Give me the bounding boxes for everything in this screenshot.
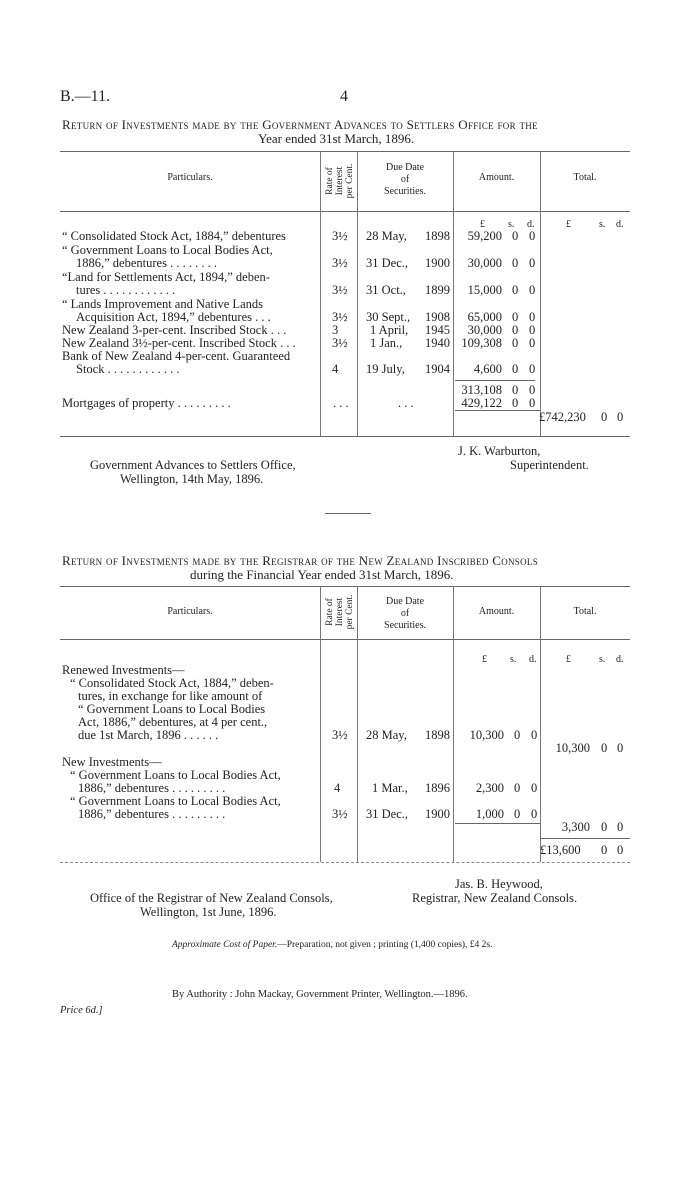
table2-header-total: Total.	[573, 606, 597, 617]
table1-mortgages-pence: 0	[529, 396, 536, 410]
table1-mortgages-pounds: 429,122	[461, 396, 502, 410]
table1-unit-pence: d.	[527, 219, 535, 230]
table1-row-particulars: “ Government Loans to Local Bodies Act,	[62, 243, 273, 257]
table2-header-due: Due Date of Securities.	[384, 596, 426, 631]
table1-mortgages-rate: . . .	[333, 396, 349, 410]
table1-row-rate: 3	[332, 323, 339, 337]
table1-row-rate: 4	[332, 362, 339, 376]
table2-new-row-due-day: 1 Mar.,	[372, 781, 408, 795]
table1-row-particulars: “ Lands Improvement and Native Lands	[62, 297, 263, 311]
table1-row-due-day: 31 Dec.,	[366, 256, 408, 270]
table1-total-unit-pound: £	[566, 219, 571, 230]
table1-row-shillings: 0	[512, 362, 519, 376]
table2-new-heading: New Investments—	[62, 755, 162, 769]
table2-renewed-rate: 3½	[332, 728, 348, 742]
table2-new-row-due-year: 1896	[425, 781, 450, 795]
table2-new-row-shillings: 0	[514, 807, 521, 821]
table2-title-line2: during the Financial Year ended 31st March, 1896.	[190, 567, 454, 582]
table2-office-line2: Wellington, 1st June, 1896.	[140, 905, 277, 919]
table1-row-pounds: 59,200	[467, 229, 502, 243]
table1-row-due-year: 1945	[425, 323, 450, 337]
table1-office-line2: Wellington, 14th May, 1896.	[120, 472, 264, 486]
price-label: Price 6d.]	[60, 1005, 103, 1016]
table1-row-due-year: 1899	[425, 283, 450, 297]
table1-row-particulars: “Land for Settlements Act, 1894,” deben-	[62, 270, 270, 284]
table2-renewed-due-day: 28 May,	[366, 728, 407, 742]
table1-row-pence: 0	[529, 229, 536, 243]
table1-total-unit-pence: d.	[616, 219, 624, 230]
table2-header-rule	[60, 639, 630, 640]
page-reference: B.—11.	[60, 88, 111, 105]
table2-new-row-line: 1886,” debentures . . . . . . . . .	[78, 781, 226, 795]
table2-new-row-shillings: 0	[514, 781, 521, 795]
table1-row-due-day: 19 July,	[366, 362, 405, 376]
table2-new-row-due-day: 31 Dec.,	[366, 807, 408, 821]
table1-row-rate: 3½	[332, 256, 348, 270]
table2-grand-total-pounds: £13,600	[540, 843, 581, 857]
table1-grand-total-pence: 0	[617, 410, 624, 424]
table2-title-line1: Return of Investments made by the Registrar of the New Zealand Inscribed Consols	[62, 553, 539, 568]
table1-row-pence: 0	[529, 256, 536, 270]
table1-unit-shilling: s.	[508, 219, 515, 230]
table2-renewed-pence: 0	[531, 728, 538, 742]
table1-row-particulars: “ Consolidated Stock Act, 1884,” debentures	[62, 229, 286, 243]
table1-row-rate: 3½	[332, 229, 348, 243]
table1-row-due-year: 1904	[425, 362, 450, 376]
table1-row-shillings: 0	[512, 336, 519, 350]
table1-divider	[320, 151, 321, 436]
table2-divider	[320, 586, 321, 862]
table1-header-total: Total.	[573, 172, 597, 183]
table1-row-pence: 0	[529, 310, 536, 324]
table2-new-row-line: 1886,” debentures . . . . . . . . .	[78, 807, 226, 821]
table1-row-particulars: New Zealand 3-per-cent. Inscribed Stock . . .	[62, 323, 287, 337]
table2-unit-pound: £	[482, 654, 487, 665]
cost-of-paper-note	[172, 940, 493, 950]
table1-row-due-day: 1 April,	[370, 323, 409, 337]
table1-row-particulars-cont: 1886,” debentures . . . . . . . .	[76, 256, 217, 270]
table1-subtotal-pence: 0	[529, 383, 536, 397]
table2-new-row-pence: 0	[531, 807, 538, 821]
table2-renewed-total-pence: 0	[617, 741, 624, 755]
table1-row-rate: 3½	[332, 310, 348, 324]
table2-new-row-line: “ Government Loans to Local Bodies Act,	[70, 768, 281, 782]
table1-subtotal-rule	[455, 380, 535, 381]
cost-of-paper-text: —Preparation, not given ; printing (1,400 copies), £4 2s.	[277, 940, 493, 950]
table2-header-rate: Rate of Interest per Cent.	[325, 594, 355, 630]
table1-header-particulars: Particulars.	[167, 172, 213, 183]
table1-bottom-rule	[60, 436, 630, 437]
table1-row-due-day: 1 Jan.,	[370, 336, 403, 350]
table2-total-unit-shilling: s.	[599, 654, 606, 665]
table1-row-pounds: 30,000	[467, 323, 502, 337]
table1-top-rule	[60, 151, 630, 152]
table1-header-due: Due Date of Securities.	[384, 162, 426, 197]
table1-title-line1: Return of Investments made by the Government Advances to Settlers Office for the	[62, 117, 538, 132]
table1-title-line2: Year ended 31st March, 1896.	[258, 131, 415, 146]
table1-signature-name: J. K. Warburton,	[458, 444, 541, 458]
table1-row-particulars-cont: tures . . . . . . . . . . . .	[76, 283, 176, 297]
section-separator	[325, 513, 371, 514]
table2-new-total-shillings: 0	[601, 820, 608, 834]
table2-renewed-total-shillings: 0	[601, 741, 608, 755]
table2-renewed-line: tures, in exchange for like amount of	[78, 689, 263, 703]
table1-subtotal-shillings: 0	[512, 383, 519, 397]
table2-new-subtotal-rule	[455, 823, 540, 824]
table1-row-shillings: 0	[512, 283, 519, 297]
table1-row-pounds: 109,308	[461, 336, 502, 350]
table1-unit-pound: £	[480, 219, 485, 230]
table2-new-row-rate: 4	[334, 781, 341, 795]
table1-row-pence: 0	[529, 362, 536, 376]
table1-row-shillings: 0	[512, 310, 519, 324]
table2-renewed-due-year: 1898	[425, 728, 450, 742]
table2-header-particulars: Particulars.	[167, 606, 213, 617]
table2-renewed-line: due 1st March, 1896 . . . . . .	[78, 728, 219, 742]
cost-of-paper-label: Approximate Cost of Paper.	[172, 940, 278, 950]
table1-row-shillings: 0	[512, 323, 519, 337]
table2-new-row-line: “ Government Loans to Local Bodies Act,	[70, 794, 281, 808]
table1-row-particulars-cont: Acquisition Act, 1894,” debentures . . .	[76, 310, 271, 324]
table1-row-due-day: 30 Sept.,	[366, 310, 411, 324]
table2-new-total-pence: 0	[617, 820, 624, 834]
table2-new-row-pounds: 1,000	[475, 807, 504, 821]
table2-new-row-pounds: 2,300	[475, 781, 504, 795]
table2-unit-pence: d.	[529, 654, 537, 665]
table1-total-unit-shilling: s.	[599, 219, 606, 230]
table2-top-rule	[60, 586, 630, 587]
table2-total-unit-pence: d.	[616, 654, 624, 665]
table1-signature-title: Superintendent.	[510, 458, 589, 472]
table1-row-shillings: 0	[512, 256, 519, 270]
table1-mortgages-shillings: 0	[512, 396, 519, 410]
table2-renewed-line: “ Consolidated Stock Act, 1884,” deben-	[70, 676, 274, 690]
table1-row-due-day: 28 May,	[366, 229, 407, 243]
table1-grand-total-shillings: 0	[601, 410, 608, 424]
table1-grand-total-pounds: £742,230	[539, 410, 586, 424]
table2-office-line1: Office of the Registrar of New Zealand Consols,	[90, 891, 333, 905]
table1-row-pence: 0	[529, 323, 536, 337]
table1-subtotal-pounds: 313,108	[461, 383, 502, 397]
page-number: 4	[340, 88, 348, 105]
table1-row-due-year: 1908	[425, 310, 450, 324]
table2-grand-total-rule	[540, 838, 630, 839]
table2-signature-title: Registrar, New Zealand Consols.	[412, 891, 578, 905]
table1-row-pounds: 30,000	[467, 256, 502, 270]
table2-unit-shilling: s.	[510, 654, 517, 665]
table1-office-line1: Government Advances to Settlers Office,	[90, 458, 296, 472]
table2-new-row-rate: 3½	[332, 807, 348, 821]
table1-row-pence: 0	[529, 283, 536, 297]
table2-header-amount: Amount.	[478, 606, 515, 617]
table1-row-due-day: 31 Oct.,	[366, 283, 406, 297]
table1-row-pounds: 15,000	[467, 283, 502, 297]
table2-new-total-pounds: 3,300	[561, 820, 590, 834]
table1-row-rate: 3½	[332, 283, 348, 297]
table1-row-due-year: 1900	[425, 256, 450, 270]
table1-header-rule	[60, 211, 630, 212]
table2-renewed-pounds: 10,300	[469, 728, 504, 742]
table1-row-pence: 0	[529, 336, 536, 350]
table2-renewed-shillings: 0	[514, 728, 521, 742]
table2-bottom-rule	[60, 862, 630, 863]
table2-new-row-due-year: 1900	[425, 807, 450, 821]
table1-row-shillings: 0	[512, 229, 519, 243]
table1-row-particulars-cont: Stock . . . . . . . . . . . .	[76, 362, 180, 376]
authority-line: By Authority : John Mackay, Government Printer, Wellington.—1896.	[172, 989, 468, 1000]
table2-renewed-heading: Renewed Investments—	[62, 663, 185, 677]
table2-grand-total-pence: 0	[617, 843, 624, 857]
table2-new-row-pence: 0	[531, 781, 538, 795]
table2-renewed-line: Act, 1886,” debentures, at 4 per cent.,	[78, 715, 268, 729]
table1-header-rate: Rate of Interest per Cent.	[325, 163, 355, 199]
table2-renewed-line: “ Government Loans to Local Bodies	[78, 702, 266, 716]
table1-row-particulars: Bank of New Zealand 4-per-cent. Guaranteed	[62, 349, 291, 363]
table1-mortgages-label: Mortgages of property . . . . . . . . .	[62, 396, 231, 410]
table1-row-due-year: 1940	[425, 336, 450, 350]
table2-signature-name: Jas. B. Heywood,	[455, 877, 543, 891]
table1-row-pounds: 4,600	[473, 362, 502, 376]
table1-mortgages-due: . . .	[398, 396, 414, 410]
table1-row-particulars: New Zealand 3½-per-cent. Inscribed Stock . . .	[62, 336, 296, 350]
table1-row-rate: 3½	[332, 336, 348, 350]
table1-header-amount: Amount.	[478, 172, 515, 183]
table1-divider	[540, 151, 541, 436]
table1-grand-total-rule	[455, 410, 540, 411]
table2-grand-total-shillings: 0	[601, 843, 608, 857]
table2-total-unit-pound: £	[566, 654, 571, 665]
table1-row-pounds: 65,000	[467, 310, 502, 324]
table1-row-due-year: 1898	[425, 229, 450, 243]
table2-renewed-total-pounds: 10,300	[555, 741, 590, 755]
